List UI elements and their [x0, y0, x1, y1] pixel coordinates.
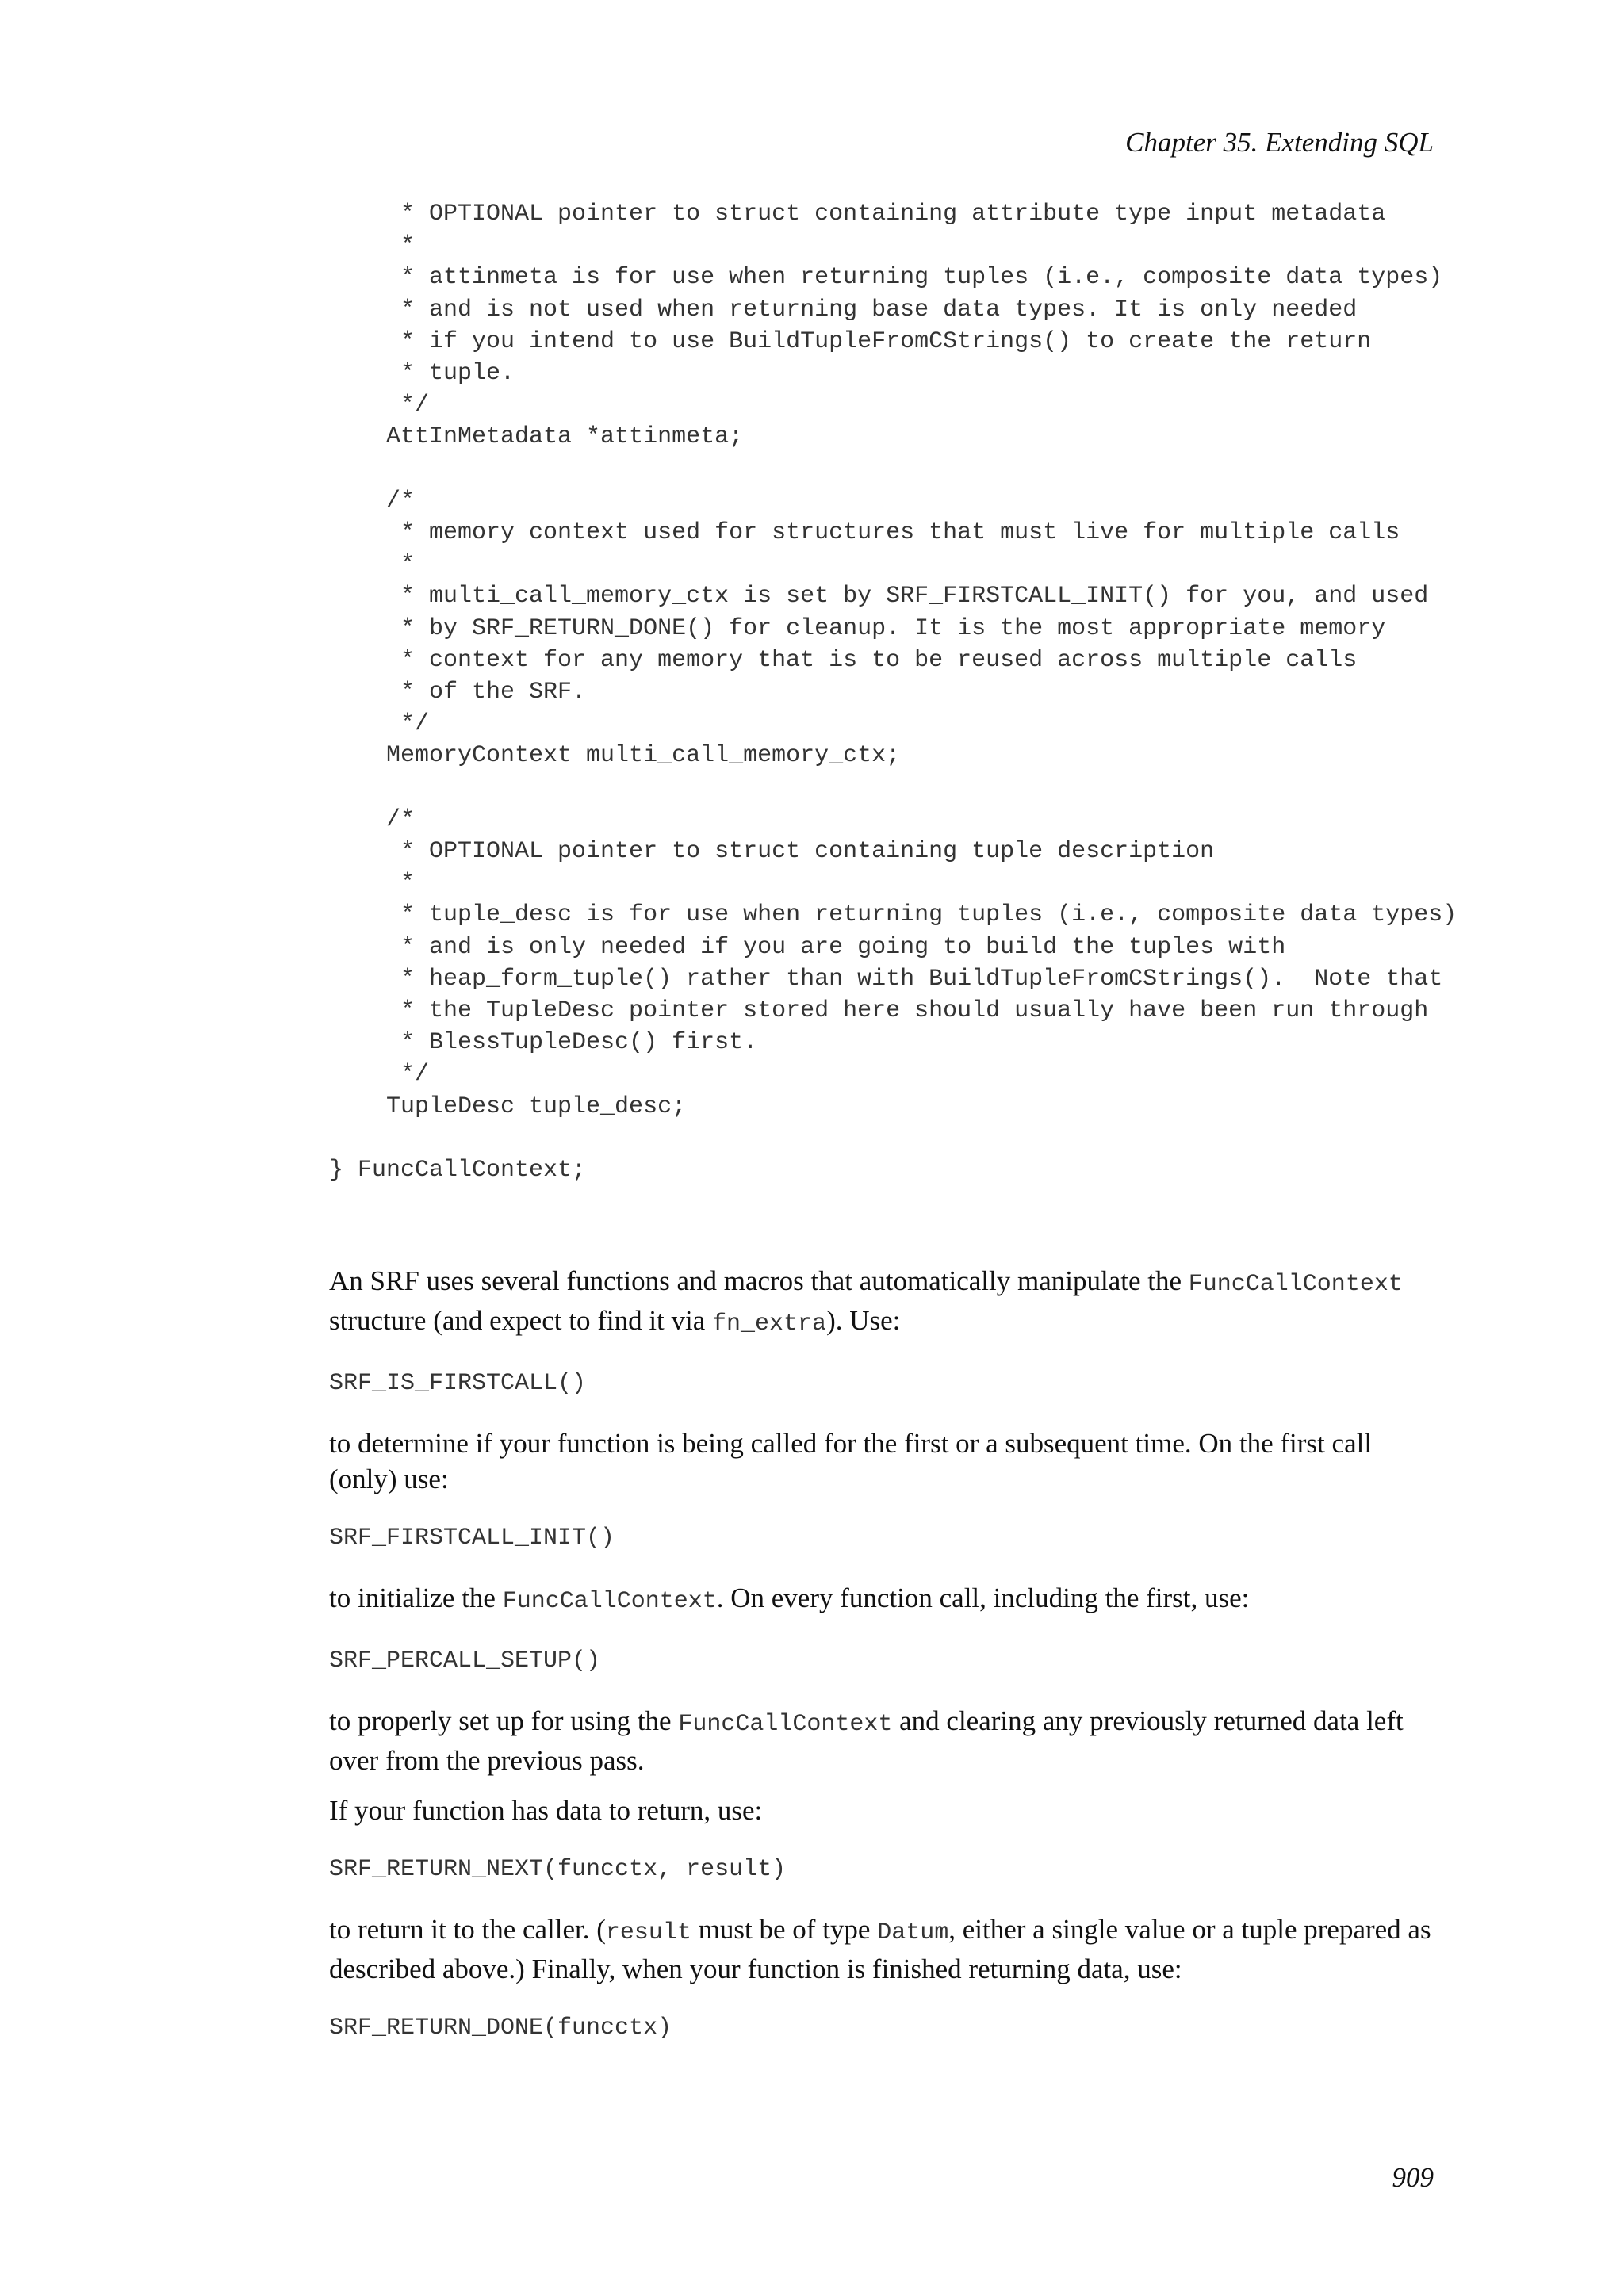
inline-code: result	[605, 1919, 691, 1946]
code-line: * heap_form_tuple() rather than with BuildTupleFromCStrings(). Note that	[329, 965, 1443, 993]
code-line: * OPTIONAL pointer to struct containing attribute type input metadata	[329, 201, 1386, 228]
code-line: * of the SRF.	[329, 679, 587, 706]
inline-code: FuncCallContext	[1188, 1271, 1403, 1298]
code-line: SRF_PERCALL_SETUP()	[329, 1647, 601, 1674]
code-line: * attinmeta is for use when returning tuples (i.e., composite data types)	[329, 264, 1443, 292]
paragraph: to return it to the caller. (result must be of type Datum, either a single value or a tuple prepared as described above.) Finally, when your function is finished returning data, use:	[329, 1914, 1431, 1984]
inline-code: fn_extra	[712, 1311, 827, 1337]
paragraph: to properly set up for using the FuncCallContext and clearing any previously returned data left over from the previous pass.	[329, 1705, 1404, 1776]
page-number: 909	[1392, 2162, 1434, 2193]
code-line: */	[329, 710, 430, 738]
paragraph: An SRF uses several functions and macros that automatically manipulate the FuncCallContext structure (and expect to find it via fn_extra). Use:	[329, 1265, 1403, 1337]
code-line: * by SRF_RETURN_DONE() for cleanup. It is the most appropriate memory	[329, 614, 1386, 642]
code-line: AttInMetadata *attinmeta;	[329, 423, 744, 451]
code-line: */	[329, 1061, 430, 1089]
code-line: TupleDesc tuple_desc;	[329, 1093, 687, 1120]
paragraph: If your function has data to return, use:	[329, 1795, 763, 1826]
paragraph: to determine if your function is being called for the first or a subsequent time. On the first call (only) use:	[329, 1428, 1373, 1494]
code-line: */	[329, 392, 430, 419]
code-line: * multi_call_memory_ctx is set by SRF_FIRSTCALL_INIT() for you, and used	[329, 583, 1429, 610]
code-line: * tuple.	[329, 360, 515, 388]
code-line: } FuncCallContext;	[329, 1157, 587, 1184]
inline-code: FuncCallContext	[678, 1711, 893, 1738]
code-line: * the TupleDesc pointer stored here should usually have been run through	[329, 997, 1429, 1025]
code-line: /*	[329, 806, 416, 833]
code-line: * context for any memory that is to be reused across multiple calls	[329, 646, 1358, 674]
code-line: SRF_FIRSTCALL_INIT()	[329, 1525, 615, 1552]
inline-code: Datum	[877, 1919, 949, 1946]
paragraph: to initialize the FuncCallContext. On every function call, including the first, use:	[329, 1582, 1250, 1615]
code-line: SRF_RETURN_DONE(funcctx)	[329, 2015, 672, 2042]
code-line: * tuple_desc is for use when returning tuples (i.e., composite data types)	[329, 901, 1457, 929]
code-line: *	[329, 551, 416, 579]
code-line: *	[329, 232, 416, 260]
prose-section	[329, 1263, 1434, 2046]
code-line: SRF_IS_FIRSTCALL()	[329, 1370, 587, 1397]
code-line: * BlessTupleDesc() first.	[329, 1029, 758, 1057]
code-line: SRF_RETURN_NEXT(funcctx, result)	[329, 1856, 787, 1883]
code-line: * and is only needed if you are going to build the tuples with	[329, 933, 1286, 961]
code-line: * memory context used for structures that must live for multiple calls	[329, 519, 1400, 547]
code-line: * OPTIONAL pointer to struct containing tuple description	[329, 838, 1215, 866]
chapter-header: Chapter 35. Extending SQL	[1125, 127, 1434, 158]
inline-code: FuncCallContext	[502, 1588, 717, 1615]
code-line: * and is not used when returning base data types. It is only needed	[329, 296, 1358, 323]
code-line: *	[329, 870, 416, 897]
code-block	[329, 198, 1457, 1186]
code-line: MemoryContext multi_call_memory_ctx;	[329, 742, 901, 770]
code-line: /*	[329, 487, 416, 515]
code-line: * if you intend to use BuildTupleFromCStrings() to create the return	[329, 327, 1372, 355]
